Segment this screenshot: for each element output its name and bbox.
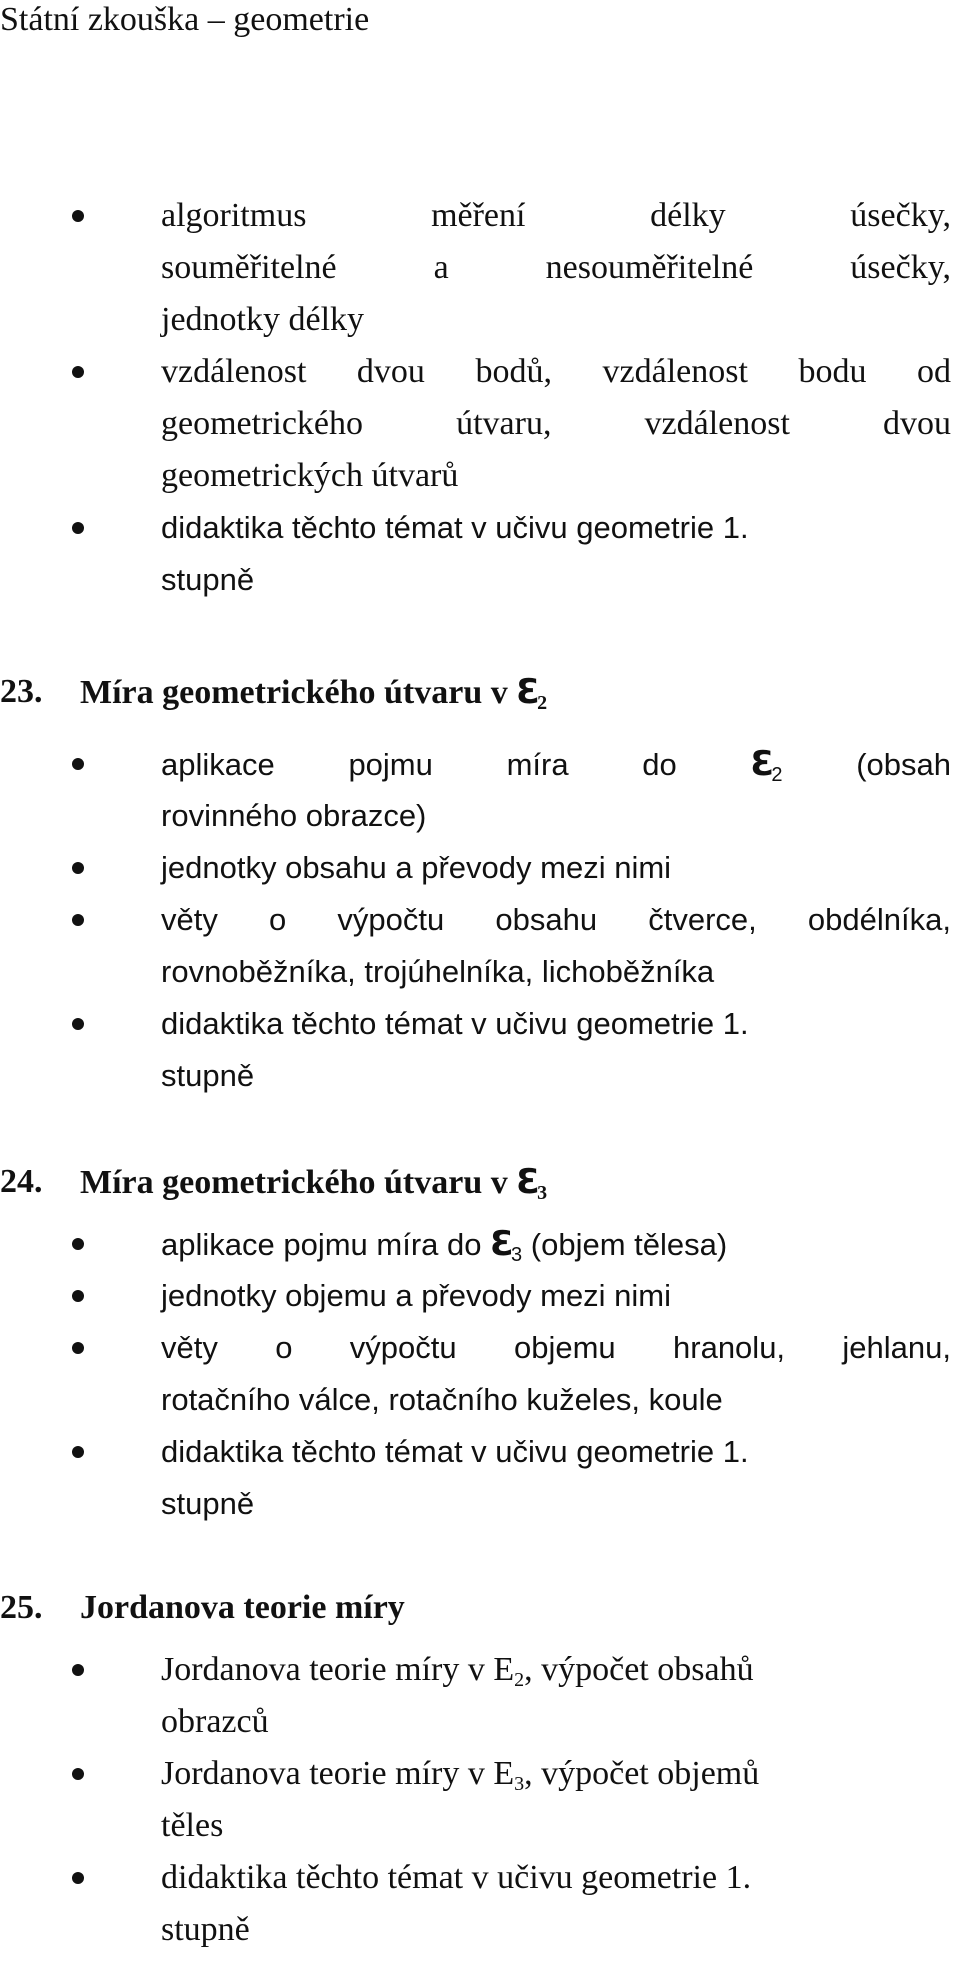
bullet-icon — [72, 914, 84, 926]
section-title-text: Míra geometrického útvaru v — [80, 1164, 508, 1201]
item-text-line: jednotky obsahu a převody mezi nimi — [161, 850, 672, 885]
bullet-icon — [72, 1872, 84, 1884]
bullet-icon — [72, 1664, 84, 1676]
item-text: , výpočet objemů — [524, 1755, 760, 1792]
item-text-line: jednotky objemu a převody mezi nimi — [161, 1278, 672, 1313]
bullet-icon — [72, 1446, 84, 1458]
symbol-subscript: 2 — [514, 1669, 525, 1691]
item-text-line: didaktika těchto témat v učivu geometrie 1. — [161, 510, 749, 545]
item-text: aplikace pojmu míra do — [161, 747, 677, 782]
euclidean-space-symbol: ℇ — [516, 672, 538, 712]
bullet-icon — [72, 366, 84, 378]
item-text: aplikace pojmu míra do — [161, 1227, 482, 1262]
section-title — [80, 670, 547, 725]
bullet-icon — [72, 522, 84, 534]
item-text-line: souměřitelné a nesouměřitelné úsečky, — [161, 249, 951, 286]
symbol-subscript: 3 — [537, 1182, 548, 1204]
item-text: (obsah — [856, 747, 951, 782]
item-text-line: rovinného obrazce) — [161, 798, 427, 833]
item-text-line: věty o výpočtu objemu hranolu, jehlanu, — [161, 1330, 951, 1365]
item-text-line — [161, 742, 951, 797]
bullet-icon — [72, 1238, 84, 1250]
symbol-subscript: 3 — [511, 1244, 523, 1266]
item-text-line: geometrického útvaru, vzdálenost dvou — [161, 405, 951, 442]
item-text-line: obrazců — [161, 1703, 269, 1740]
bullet-icon — [72, 1290, 84, 1302]
section-number: 25. — [0, 1589, 43, 1626]
bullet-icon — [72, 1342, 84, 1354]
item-text-line: geometrických útvarů — [161, 457, 459, 494]
bullet-icon — [72, 1768, 84, 1780]
item-text-line — [161, 1648, 951, 1702]
item-text: , výpočet obsahů — [524, 1651, 754, 1688]
item-text-line: didaktika těchto témat v učivu geometrie 1. — [161, 1859, 752, 1896]
euclidean-space-symbol: ℇ — [750, 744, 772, 784]
item-text-line: jednotky délky — [161, 301, 365, 338]
item-text-line: stupně — [161, 1058, 255, 1093]
item-text-line: didaktika těchto témat v učivu geometrie 1. — [161, 1006, 749, 1041]
item-text-line: rovnoběžníka, trojúhelníka, lichoběžníka — [161, 954, 715, 989]
bullet-icon — [72, 862, 84, 874]
item-text-line: těles — [161, 1807, 224, 1844]
item-text-line — [161, 1222, 951, 1277]
symbol-subscript: 2 — [537, 692, 548, 714]
item-text-line: algoritmus měření délky úsečky, — [161, 197, 951, 234]
section-number: 24. — [0, 1163, 43, 1200]
item-text-line: rotačního válce, rotačního kuželes, koule — [161, 1382, 723, 1417]
section-title-text: Míra geometrického útvaru v — [80, 674, 508, 711]
symbol-subscript: 2 — [771, 764, 783, 786]
item-text: Jordanova teorie míry v E — [161, 1755, 515, 1792]
item-text: (objem tělesa) — [530, 1227, 728, 1262]
section-number: 23. — [0, 673, 43, 710]
euclidean-space-symbol: ℇ — [490, 1224, 512, 1264]
item-text-line: stupně — [161, 562, 255, 597]
item-text-line: didaktika těchto témat v učivu geometrie 1. — [161, 1434, 749, 1469]
euclidean-space-symbol: ℇ — [516, 1162, 538, 1202]
symbol-subscript: 3 — [514, 1773, 525, 1795]
section-title — [80, 1160, 547, 1215]
page-header: Státní zkouška – geometrie — [0, 1, 370, 38]
item-text-line: věty o výpočtu obsahu čtverce, obdélníka, — [161, 902, 951, 937]
item-text-line — [161, 1752, 951, 1806]
bullet-icon — [72, 1018, 84, 1030]
item-text-line: stupně — [161, 1486, 255, 1521]
bullet-icon — [72, 758, 84, 770]
item-text: Jordanova teorie míry v E — [161, 1651, 515, 1688]
item-text-line: vzdálenost dvou bodů, vzdálenost bodu od — [161, 353, 951, 390]
bullet-icon — [72, 210, 84, 222]
item-text-line: stupně — [161, 1911, 250, 1948]
section-title: Jordanova teorie míry — [80, 1589, 405, 1626]
